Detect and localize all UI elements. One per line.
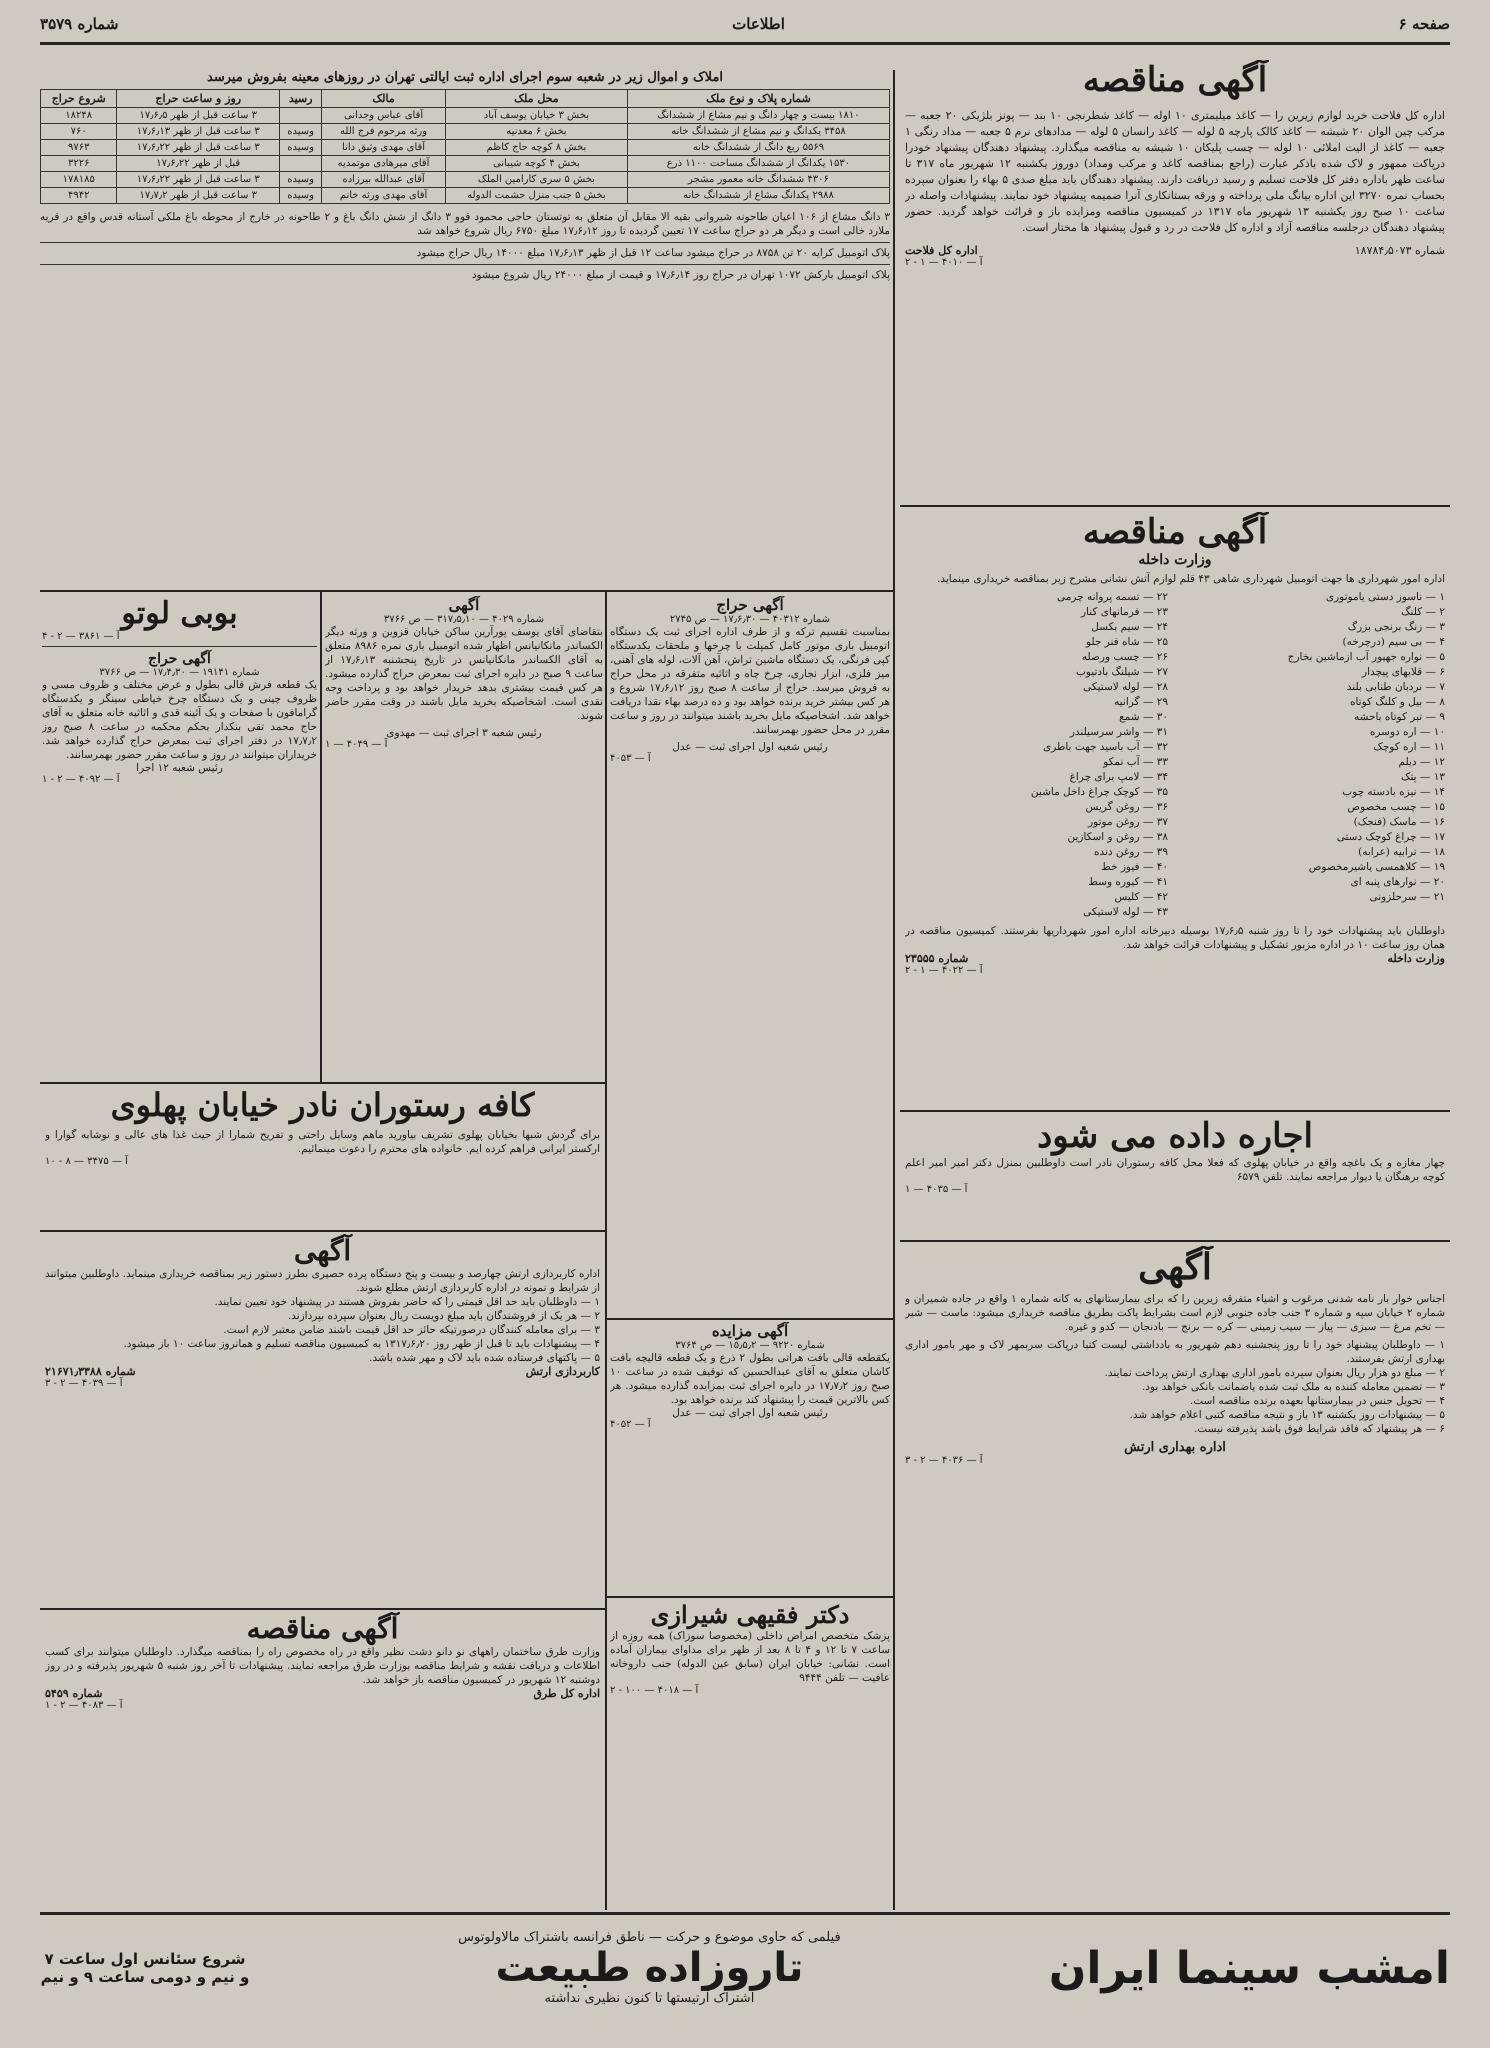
items-list-left — [905, 590, 1168, 920]
table-cell: ۷۶۰ — [41, 124, 117, 140]
table-cell: ۳ ساعت قبل از ظهر ۱۷٫۶٫۱۳ — [117, 124, 280, 140]
list-item: ۲۴ — سیم بکسل — [1091, 621, 1168, 633]
banner-detail-2: اشتراک آرتیستها تا کنون نظیری نداشته — [544, 1991, 755, 2006]
ad-signature: کاربردازی ارتش — [525, 1365, 600, 1378]
column-rule-3 — [320, 592, 322, 1082]
ad-code: آ — ۴۰۲۲ — ۱ - ۲ — [905, 965, 983, 976]
table-row — [41, 108, 890, 124]
page-number: صفحه ۶ — [1398, 15, 1450, 33]
ad-meta: شماره ۴۰۳۱۲ — ۱۷٫۶٫۳۰ — ص ۲۷۴۵ — [669, 614, 831, 625]
table-cell: قبل از ظهر ۱۷٫۶٫۲۲ — [117, 156, 280, 172]
table-row — [41, 140, 890, 156]
list-item: ۲۶ — چسب ورصله — [1081, 651, 1168, 663]
list-item: ۳۴ — لامپ برای چراغ — [1069, 771, 1168, 783]
table-cell: ۳ ساعت قبل از ظهر ۱۷٫۶٫۵ — [117, 108, 280, 124]
ad-title: بوبی لوتو — [121, 596, 238, 631]
ad-body: اداره کاربردازی ارتش چهارصد و بیست و پنج دستگاه پرده حصیری بطرز دستور زیر بمناقصه خریداری مینماید. داوطلبین میتوانند از شرایط و نمونه در اداره کاربردازی ارتش مطلع شوند. — [45, 1268, 600, 1294]
list-item: ۴ — بی سیم (درچرخه) — [1342, 636, 1445, 648]
ad-title: آگهی مزایده — [711, 1322, 789, 1340]
ad-body: اداره کل فلاحت خرید لوازم زیرین را — کاغذ میلیمتری ۱۰ اوله — کاغذ شطرنجی ۱۰ بند — پونز بلژیکی ۲۰ جعبه — مرکب چین الوان ۲۰ شیشه — کاغذ کالک پارچه ۵ لوله — کاغذ رانسان ۵ لوله — مدادهای نرم ۵ جعبه — مداد رنگی ۱ جعبه — کاغذ از الیت املائی ۱۰ لوله — چسب پلیکان ۱۰ شیشه به مناقصه میگذارد. پیشنهاد دهندگان پیشنهاد خودرا درپاکت ممهور و لاک شده باذکر عبارت (راجع بمناقصه کاغذ و مرکب ومداد) دوروز یکشنبه ۱۲ شهریور ماه ۳۱۷ تا ساعت ظهر باداره دفتر کل فلاحت تسلیم و رسید دریافت دارند. پیشنهاد دهندگان باید مبلغ صدی ۵ بهاء را بعنوان سپرده بحساب نمره ۳۲۷۰ این اداره بیانگ ملی پرداخته و ورقه بستانکاری آنرا ضمیمه پیشنهاد خود نمایند. پیشنهادات واصله در ساعت ۱۰ صبح روز یکشنبه ۱۳ شهریور ماه ۱۳۱۷ در کمیسیون مناقصه ومزایده باز و قرائت خواهد گردید. حضور پیشنهاد دهندگان درجلسه مناقصه آزاد و اداره کل فلاحت در رد و قبول پیشنهاد ها مختار است. — [905, 109, 1445, 234]
table-cell: ۱۸۱۰ بیست و چهار دانگ و نیم مشاع از ششدانگ — [627, 108, 889, 124]
list-item: ۴۲ — کلیس — [1114, 891, 1168, 903]
list-item: ۵ — پاکتهای فرستاده شده باید لاک و مهر شده باشد. — [369, 1352, 600, 1364]
table-header-cell: رسید — [280, 90, 322, 108]
list-item: ۱۳ — پتک — [1401, 771, 1445, 783]
table-note-2: پلاک اتومبیل کرایه ۲۰ تن ۸۷۵۸ در حراج میشود ساعت ۱۲ قبل از ظهر ۱۷٫۶٫۱۳ مبلغ ۱۴۰۰۰ ریال حراج میشود — [40, 242, 890, 260]
ad-code: آ — ۴۰۵۲ — [610, 1419, 651, 1430]
table-cell: آقای مهدی وثیق دانا — [322, 140, 446, 156]
auction-ad-col4 — [325, 596, 603, 1076]
list-item: ۶ — هر پیشنهاد که فاقد شرایط فوق باشد پذیرفته نیست. — [1193, 1423, 1445, 1435]
list-item: ۳۱ — واشر سرسیلندر — [1069, 726, 1168, 738]
table-title: املاک و اموال زیر در شعبه سوم اجرای اداره ثبت ایالتی تهران در روزهای معینه بفروش میرسد — [207, 70, 723, 85]
ad-meta: شماره ۹۲۲۰ — ۱۵٫۵٫۲ — ص ۳۷۶۴ — [675, 1340, 825, 1351]
ad-body: اجناس خوار بار نامه شدنی مرغوب و اشیاء متفرقه زیرین را که برای بیمارستانهای به کانه شماره ۱ واقع در جاده شمیران و شماره ۲ خیابان سپه و شماره ۳ جنب جاده جنوبی لازم است بشرایط پاکت بطریق مناقصه خریداری میشود: ماست — شیر — تخم مرغ — سبزی — پیاز — سیب زمینی — کره — برنج — بادنجان — کدو و غیره. — [905, 1293, 1445, 1333]
table-cell: وسیده — [280, 188, 322, 204]
ad-title: آگهی — [448, 596, 480, 614]
table-row — [41, 156, 890, 172]
list-item: ۴۰ — فیوز خط — [1101, 861, 1168, 873]
list-item: ۱۴ — نیزه بادسته چوب — [1342, 786, 1445, 798]
ad-intro: اداره امور شهرداری ها جهت اتومبیل شهرداری شاهی ۴۳ قلم لوازم آتش نشانی مشرح زیر بمناقصه خریداری مینماید. — [937, 573, 1445, 585]
divider — [607, 1596, 895, 1598]
list-item: ۳۶ — روغن گریس — [1085, 801, 1168, 813]
list-item: ۴۳ — لوله لاستیکی — [1083, 906, 1168, 918]
ad-subtitle: وزارت داخله — [1138, 552, 1212, 568]
table-cell: ۱۷۸۱۸۵ — [41, 172, 117, 188]
cafe-ad — [45, 1086, 600, 1226]
table-cell: بخش ۵ جنب منزل حشمت الدوله — [445, 188, 627, 204]
column-rule-1 — [893, 70, 895, 1910]
ad-title: کافه رستوران نادر خیابان پهلوی — [110, 1086, 535, 1124]
list-item: ۲ — مبلغ دو هزار ریال بعنوان سپرده بامور اداری بهداری ارتش پرداخت نمایند. — [1104, 1367, 1445, 1379]
list-item: ۱۹ — کلاهمسی یاشیرمخصوص — [1308, 861, 1445, 873]
paper-title: اطلاعات — [732, 15, 785, 33]
ad-body: وزارت طرق ساختمان راههای نو دانو دشت نظیر واقع در راه مخصوص راه را بمناقصه میگذارد. داوطلبان میتوانند برای کسب اطلاعات و دریافت نقشه و شرایط مناقصه بوزارت طرق مراجعه نمایند. پیشنهادات تا آخر روز شنبه ۵ شهریور پذیرفته و در روز دوشنبه ۱۲ شهریور در کمیسیون مناقصه باز خواهد شد. — [45, 1646, 600, 1686]
list-item: ۲۰ — نوارهای پنبه ای — [1350, 876, 1445, 888]
table-cell: بخش ۸ کوچه حاج کاظم — [445, 140, 627, 156]
table-header-cell: شماره پلاک و نوع ملک — [627, 90, 889, 108]
table-cell: ۳۴۵۸ یکدانگ و نیم مشاع از ششدانگ خانه — [627, 124, 889, 140]
table-cell: آقای میرهادی موتمدیه — [322, 156, 446, 172]
table-cell: آقای مهدی ورثه خانم — [322, 188, 446, 204]
banner-detail: فیلمی که حاوی موضوع و حرکت — ناطق فرانسه باشتراک مالاولوتوس — [458, 1930, 841, 1945]
table-note: ۳ دانگ مشاع از ۱۰۶ اعیان طاحونه شیروانی بقیه الا مقابل آن متعلق به توتستان حاجی محمود قوو ۳ دانگ از شش دانگ باغ و ۲ طاحونه در خارج از محوطه باغ ملکی آستانه قدس واقع در قریه ملارد خالی است و دیگر هر دو حراج ساعت ۱۷ تعیین گردیده تا روز ۱۷٫۶٫۱۲ مبلغ ۶۷۵۰ ریال شروع خواهد شد — [40, 211, 890, 237]
list-item: ۱۲ — دیلم — [1398, 756, 1445, 768]
table-cell: بخش ۴ کوچه شیبانی — [445, 156, 627, 172]
table-row — [41, 188, 890, 204]
list-item: ۱ — ناسوز دستی یاموتوری — [1325, 591, 1445, 603]
table-cell: ۳۲۲۶ — [41, 156, 117, 172]
list-item: ۳ — برای معامله کنندگان درصورتیکه حائز حد اقل قیمت باشند ضامن معتبر لازم است. — [223, 1324, 600, 1336]
list-item: ۳۵ — کوچک چراغ داخل ماشین — [1030, 786, 1168, 798]
ad-title: آگهی — [293, 1234, 352, 1267]
ad-signature: اداره کل طرق — [533, 1687, 600, 1700]
divider — [900, 1240, 1450, 1242]
list-item: ۲۳ — فرمانهای کنار — [1080, 606, 1168, 618]
list-item: ۸ — بیل و کلنگ کوتاه — [1349, 696, 1445, 708]
table-cell — [280, 156, 322, 172]
ad-conditions — [45, 1295, 600, 1365]
tender-ad-agriculture — [905, 60, 1445, 500]
table-cell: وسیده — [280, 172, 322, 188]
ad-code: آ — ۴۰۴۹ — ۱ — [325, 739, 388, 750]
doctor-ad — [610, 1600, 890, 1830]
table-cell: آقای عباس وجدانی — [322, 108, 446, 124]
table-cell: ۹۷۶۳ — [41, 140, 117, 156]
ad-meta: شماره ۴۰۲۹ — ۳۱۷٫۵٫۱۰ — ص ۳۷۶۶ — [383, 614, 545, 625]
auction-table-block — [40, 70, 890, 590]
divider — [607, 1318, 895, 1320]
divider — [900, 505, 1450, 507]
army-health-ad — [905, 1246, 1445, 1856]
list-item: ۲۷ — شیلنگ بادتیوب — [1076, 666, 1168, 678]
ad-title: دکتر فقیهی شیرازی — [650, 1600, 850, 1629]
ad-body: یک قطعه فرش قالی بطول و عرض مختلف و ظروف مسی و ظروف چینی و یک دستگاه چرخ خیاطی سینگر و یکدستگاه گرامافون با صفحات و یک آئینه قدی و اثاثیه خانه متعلق به آقای حاج محمد تقی بنکدار بحکم محکمه در ساعت ۸ صبح روز ۱۷٫۷٫۲ در دفتر اجرای ثبت بمعرض حراج گذارده خواهد شد. خریداران میتوانند در روز و ساعت مقرر حضور بهمرسانند. — [42, 679, 317, 761]
list-item: ۵ — پیشنهادات روز یکشنبه ۱۳ باز و نتیجه مناقصه کتبی اعلام خواهد شد. — [1129, 1409, 1445, 1421]
divider — [40, 1230, 605, 1232]
tender-ad-interior — [905, 512, 1445, 1102]
table-header-cell: شروع حراج — [41, 90, 117, 108]
list-item: ۷ — نردبان طنابی بلند — [1346, 681, 1445, 693]
ad-body: برای گردش شبها بخیابان پهلوی تشریف بیاورید ماهم وسایل راحتی و تفریح شمارا از حیث غذا های عالی و نوشابه گوارا و ارکستر ایرانی فراهم کرده ایم. خانواده های محترم را دعوت مینمائیم. — [45, 1129, 600, 1155]
list-item: ۱۶ — ماسک (فنجک) — [1353, 816, 1445, 828]
list-item: ۱۸ — ترابیه (عرابه) — [1358, 846, 1445, 858]
list-item: ۵ — نواره جهیور آب ازماشین بخارج — [1287, 651, 1445, 663]
ad-signature: وزارت داخله — [1387, 952, 1445, 965]
table-cell: ۳ ساعت قبل از ظهر ۱۷٫۶٫۲۲ — [117, 140, 280, 156]
list-item: ۲۲ — تسمه پروانه چرمی — [1056, 591, 1168, 603]
roads-tender-ad — [45, 1612, 600, 1837]
list-item: ۳ — تضمین معامله کننده به ملک ثبت شده یاضمانت بانکی خواهد بود. — [1141, 1381, 1445, 1393]
list-item: ۳ — زنگ برنجی بزرگ — [1347, 621, 1445, 633]
list-item: ۲ — هر یک از فروشندگان باید مبلغ دویست ریال بعنوان سپرده بپردازند. — [287, 1310, 600, 1322]
table-cell: ۳ ساعت قبل از ظهر ۱۷٫۶٫۲۲ — [117, 172, 280, 188]
list-item: ۳۹ — روغن دنده — [1093, 846, 1168, 858]
issue-number: شماره ۳۵۷۹ — [40, 15, 119, 33]
table-cell: ۴۹۴۲ — [41, 188, 117, 204]
table-cell: ۳ ساعت قبل از ظهر ۱۷٫۷٫۲ — [117, 188, 280, 204]
ad-title: اجاره داده می شود — [1037, 1116, 1313, 1156]
table-cell: ورثه مرحوم فرج الله — [322, 124, 446, 140]
ad-title: آگهی مناقصه — [1082, 512, 1268, 552]
ad-code: آ — ۴۰۳۵ — ۱ — [905, 1184, 968, 1195]
divider — [40, 1082, 605, 1084]
list-item: ۲ — کلنگ — [1401, 606, 1445, 618]
ad-signature: اداره کل فلاحت — [905, 244, 978, 257]
ad-body: بمناسبت تقسیم ترکه و از طرف اداره اجرای ثبت یک دستگاه اتومبیل باری موتور کامل کمپلت با چرخها و ملحقات یکدستگاه کپی فرنگی، یک دستگاه ماشین تراش، آهن آلات، لوله های آهنی، میز فلزی، ابزار نجاری، چرخ چاه و اثاثیه متفرقه در محل حراج به فروش میرسد. حراج از ساعت ۸ صبح روز ۱۷٫۶٫۱۲ شروع و هر کس بیشتر خرید برنده خواهد بود و ده درصد بهاء نقدا دریافت خواهد شد. اشخاصیکه مایل بخرید باشند میتوانند در روز و ساعت مقرر در محل حضور بهمرسانند. — [610, 626, 890, 736]
ad-footer: رئیس شعبه ۱۲ اجرا — [136, 762, 223, 774]
ad-subtitle: آگهی حراج — [148, 651, 211, 667]
table-row — [41, 124, 890, 140]
list-item: ۶ — قلابهای پیچدار — [1362, 666, 1445, 678]
auction-ad-col3 — [610, 596, 890, 1316]
ad-code: آ — ۳۸۶۱ — ۲ - ۴ — [42, 631, 120, 642]
list-item: ۳۳ — آب نمکو — [1103, 756, 1168, 768]
banner-rule — [40, 1912, 1450, 1915]
list-item: ۴ — پیشنهادات باید تا قبل از ظهر روز ۱۳۱۷٫۶٫۲۰ به کمیسیون مناقصه تسلیم و همانروز ساعت ۱۰ باز میشود. — [123, 1338, 600, 1350]
ad-conditions — [905, 1338, 1445, 1436]
ad-code: آ — ۴۰۱۰ — ۱ - ۲ — [905, 257, 983, 268]
list-item: ۲۸ — لوله لاستیکی — [1083, 681, 1168, 693]
ad-code-2: آ — ۴۰۹۲ — ۲ - ۱ — [42, 774, 120, 785]
ad-code: آ — ۳۴۷۵ — ۸ - ۱۰ — [45, 1156, 128, 1167]
table-cell: بخش ۳ خیابان یوسف آباد — [445, 108, 627, 124]
ad-footer: رئیس شعبه اول اجرای ثبت — عدل — [672, 1407, 828, 1419]
table-header-cell: محل ملک — [445, 90, 627, 108]
table-cell: بخش ۶ معدنیه — [445, 124, 627, 140]
list-item: ۹ — تبر کوتاه باحشه — [1353, 711, 1445, 723]
list-item: ۳۲ — آب باسید جهت باطری — [1042, 741, 1168, 753]
ad-number: شماره ۵۴۵۹ — [45, 1687, 103, 1700]
ad-signature: اداره بهداری ارتش — [1124, 1440, 1226, 1455]
list-item: ۲۱ — سرحلزونی — [1369, 891, 1445, 903]
header-rule — [40, 42, 1450, 45]
ad-code: آ — ۴۰۵۳ — [610, 753, 651, 764]
ad-code: آ — ۴۰۳۶ — ۲ - ۳ — [905, 1455, 983, 1466]
table-header-cell: مالک — [322, 90, 446, 108]
table-cell: وسیده — [280, 140, 322, 156]
ad-number: شماره ۲۳۵۵۵ — [905, 952, 969, 965]
items-list-right — [1182, 590, 1445, 920]
auction-table — [40, 89, 890, 204]
ad-body: یکقطعه قالی بافت هراتی بطول ۲ ذرع و یک قطعه قالیچه بافت کاشان متعلق به آقای عبدالحسین که توقیف شده در ساعت ۱۰ صبح روز ۱۷٫۷٫۲ در دایره اجرای ثبت بمزایده گذارده میشود. هر کس بالاترین قیمت را پیشنهاد کند برنده خواهد بود. — [610, 1352, 890, 1406]
divider — [900, 1110, 1450, 1112]
table-cell: وسیده — [280, 124, 322, 140]
ad-code: آ — ۴۰۳۹ — ۲ - ۳ — [45, 1378, 123, 1389]
list-item: ۱۰ — اره دوسره — [1369, 726, 1445, 738]
table-cell: ۴۳۰۶ ششدانگ خانه معمور مشجر — [627, 172, 889, 188]
table-note-3: پلاک اتومبیل بارکش ۱۰۷۲ تهران در حراج روز ۱۷٫۶٫۱۴ و قیمت از مبلغ ۲۴۰۰۰ ریال شروع میشود — [40, 264, 890, 282]
ad-footer: رئیس شعبه ۳ اجرای ثبت — مهدوی — [386, 727, 542, 739]
cinema-banner — [40, 1918, 1450, 2018]
table-header-cell: روز و ساعت حراج — [117, 90, 280, 108]
banner-main: امشب سینما ایران — [1048, 1942, 1450, 1994]
list-item: ۱۱ — اره کوچک — [1373, 741, 1445, 753]
table-cell — [280, 108, 322, 124]
ad-number: شماره ۲۱۶۷۱٫۳۳۸۸ — [45, 1365, 136, 1378]
list-item: ۴۱ — کیوره وسط — [1088, 876, 1168, 888]
list-item: ۱۵ — چسب مخصوص — [1347, 801, 1445, 813]
boby-lotto-ad — [42, 596, 317, 1076]
page-header — [40, 8, 1450, 40]
list-item: ۱۷ — چراغ کوچک دستی — [1336, 831, 1445, 843]
divider — [40, 590, 895, 592]
list-item: ۳۸ — روغن و اسکازین — [1067, 831, 1168, 843]
table-cell: ۱۵۳۰ یکدانگ از ششدانگ مساحت ۱۱۰۰ ذرع — [627, 156, 889, 172]
ad-title: آگهی مناقصه — [246, 1612, 399, 1645]
ad-title: آگهی — [1138, 1246, 1212, 1288]
ad-body: داوطلبان باید پیشنهادات خود را تا روز شنبه ۱۷٫۶٫۵ بوسیله دبیرخانه اداره امور شهرداریها بفرستند. کمیسیون مناقصه در همان روز ساعت ۱۰ در اداره مزبور تشکیل و پیشنهادات قرائت خواهد شد. — [905, 925, 1445, 951]
army-purchase-ad — [45, 1234, 600, 1604]
ad-code: آ — ۴۰۸۳ — ۲ - ۱ — [45, 1700, 123, 1711]
ad-code: آ — ۴۰۱۸ — ۱۰۰ - ۲ — [610, 1685, 699, 1696]
table-cell: بخش ۵ سری کارامین الملک — [445, 172, 627, 188]
ad-body: چهار مغازه و یک باغچه واقع در خیابان پهلوی که فعلا محل کافه رستوران نادر است داوطلبین بمنزل دکتر امیر امیر اعلم کوچه برهنگان یا دیوار مراجعه نمایند. تلفن ۶۵۷۹ — [905, 1157, 1445, 1183]
list-item: ۱ — داوطلبان باید حد اقل قیمتی را که حاضر بفروش هستند در پیشنهاد خود تعیین نمایند. — [214, 1296, 600, 1308]
divider — [40, 1608, 605, 1610]
ad-footer: رئیس شعبه اول اجرای ثبت — عدل — [672, 741, 828, 753]
ad-body: پزشک متخصص امراض داخلی (مخصوصا سوزاک) همه روزه از ساعت ۷ تا ۱۲ و ۴ تا ۸ بعد از ظهر برای مداوای بیماران آماده است. نشانی: خیابان ایران (سابق عین الدوله) جنب داروخانه عافیت — تلفن ۹۴۴۴ — [610, 1630, 890, 1684]
table-cell: ۱۸۲۴۸ — [41, 108, 117, 124]
table-cell: ۲۹۸۸ یکدانگ مشاع از ششدانگ خانه — [627, 188, 889, 204]
ad-body: بتقاضای آقای یوسف پورآرین ساکن خیابان قزوین و ورثه دیگر الکساندر مانکانیانس اظهار شده اتومبیل باری نمره ۸۹۸۶ متعلق به آقای الکساندر مانکانیانس در تاریخ پنجشنبه ۱۷٫۶٫۱۳ از ساعت ۹ صبح در دایره اجرای ثبت بمعرض حراج گذارده میشود. هر کس قیمت بیشتری بدهد خریدار خواهد بود و پرداخت وجه نقدی است. اشخاصیکه بخرید مایل باشند در وقت مقرر حاضر شوند. — [325, 626, 603, 722]
column-rule-2 — [605, 592, 607, 1910]
banner-film: تاروزاده طبیعت — [495, 1945, 804, 1991]
table-cell: آقای عبدالله بیرزاده — [322, 172, 446, 188]
banner-times: شروع سئانس اول ساعت ۷ و نیم و دومی ساعت ۹ و نیم — [40, 1950, 250, 1986]
list-item: ۲۵ — شاه فنر جلو — [1085, 636, 1168, 648]
list-item: ۲۹ — گرانیه — [1114, 696, 1168, 708]
ad-title: آگهی مناقصه — [1082, 60, 1268, 100]
ad-number: شماره ۱۸۷۸۴٫۵۰۷۳ — [1354, 244, 1445, 257]
list-item: ۴ — تحویل جنس در بیمارستانها بعهده برنده مناقصه است. — [1189, 1395, 1445, 1407]
list-item: ۳۰ — شمع — [1119, 711, 1168, 723]
table-row — [41, 172, 890, 188]
list-item: ۱ — داوطلبان پیشنهاد خود را تا روز پنجشنبه دهم شهریور به بادداشتی لیست کتبا درپاکت سربمهر لاک و مهر بامور اداری بهداری ارتش بفرستند. — [905, 1339, 1445, 1365]
table-cell: ۵۵۶۹ ربع دانگ از ششدانگ خانه — [627, 140, 889, 156]
auction-ad-col3b — [610, 1322, 890, 1592]
ad-meta: شماره ۱۹۱۴۱ — ۱۷٫۴٫۳۰ — ص ۳۷۶۶ — [99, 667, 260, 678]
lease-ad — [905, 1116, 1445, 1236]
list-item: ۳۷ — روغن موتور — [1088, 816, 1168, 828]
ad-title: آگهی حراج — [716, 596, 784, 614]
